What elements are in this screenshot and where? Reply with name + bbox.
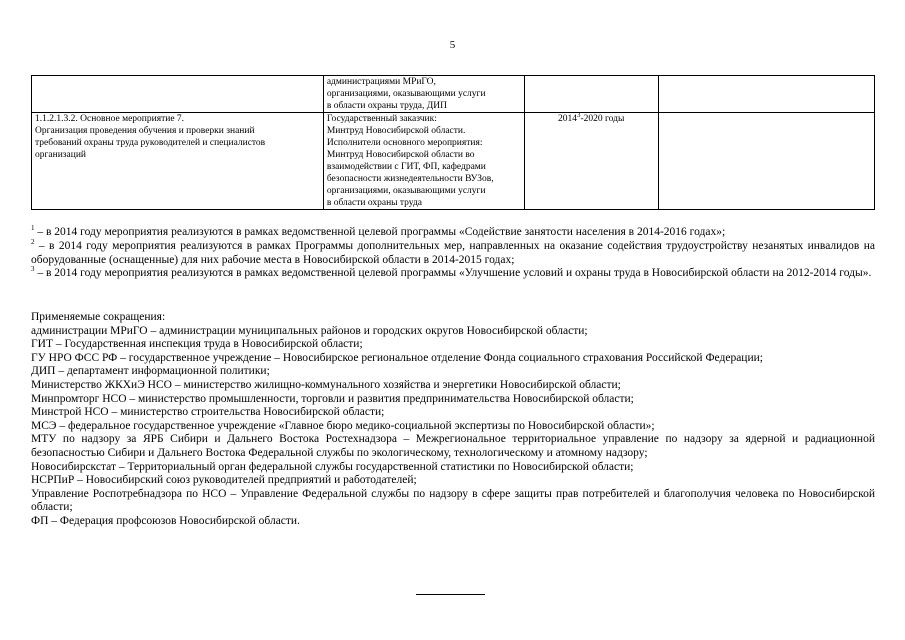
table-cell-period: [524, 76, 658, 113]
table-cell-period: [524, 110, 658, 210]
abbreviation-item: Министерство ЖКХиЭ НСО – министерство жилищно-коммунального хозяйства и энергетики Новосибирской области;: [31, 378, 621, 391]
period-start: 2014: [557, 114, 577, 124]
abbreviation-item: МТУ по надзору за ЯРБ Сибири и Дальнего Востока Ростехнадзора – Межрегиональное территориальное управление по надзору за ядерной и радиационной безопасностью Сибири и Дальнего Востока Федеральной службы по экологическому, технологическому и атомному надзору;: [31, 433, 875, 459]
abbreviation-item: Новосибирскстат – Территориальный орган федеральной службы государственной статистики по Новосибирской области;: [31, 460, 634, 473]
footnote-mark: 3: [31, 265, 35, 274]
period-end: -2020 годы: [580, 114, 625, 124]
abbreviation-item: Минпромторг НСО – министерство промышленности, торговли и развития предпринимательства Новосибирской области;: [31, 392, 634, 405]
abbreviation-item: ГИТ – Государственная инспекция труда в Новосибирской области;: [31, 338, 363, 351]
abbreviations-section: [31, 311, 875, 529]
activities-table: [31, 75, 875, 210]
abbreviation-item: ФП – Федерация профсоюзов Новосибирской области.: [31, 514, 300, 527]
cell-line: в области охраны труда, ДИП: [326, 101, 447, 111]
footnote-text: – в 2014 году мероприятия реализуются в рамках ведомственной целевой программы «Улучшение условий и охраны труда в Новосибирской области на 2012-2014 годы».: [34, 267, 872, 280]
footnote-mark: 1: [31, 224, 35, 233]
abbreviation-item: НСРПиР – Новосибирский союз руководителей предприятий и работодателей;: [31, 474, 417, 487]
table-cell-result: [658, 76, 874, 113]
footnote-mark: 3: [576, 110, 581, 119]
table-cell-executors: [323, 113, 524, 210]
abbreviations-heading: Применяемые сокращения:: [31, 311, 166, 323]
cell-line: Минтруд Новосибирской области во: [326, 150, 475, 160]
table-cell-result: [658, 113, 874, 210]
cell-line: 1.1.2.1.3.2. Основное мероприятие 7.: [35, 114, 185, 124]
table-cell-activity: [32, 76, 324, 113]
cell-line: Государственный заказчик:: [326, 114, 437, 124]
table-cell-activity: [32, 113, 324, 210]
table-row: [32, 113, 875, 210]
footnote-text: – в 2014 году мероприятия реализуются в рамках Программы дополнительных мер, направленных на оказание содействия трудоустройству незанятых инвалидов на оборудованные (оснащенные) для них рабочие места в Новосибирской области в 2014-2015 годах;: [31, 239, 875, 266]
cell-line: Исполнители основного мероприятия:: [326, 138, 483, 148]
cell-line: требований охраны труда руководителей и специалистов: [35, 138, 266, 148]
footnote-mark: 2: [31, 237, 35, 246]
cell-line: Организация проведения обучения и проверки знаний: [35, 126, 255, 136]
cell-line: в области охраны труда: [326, 198, 423, 208]
footnote: [31, 267, 875, 281]
cell-line: Минтруд Новосибирской области.: [326, 126, 466, 136]
footnote: [31, 226, 875, 240]
abbreviation-item: ГУ НРО ФСС РФ – государственное учреждение – Новосибирское региональное отделение Фонда социального страхования Российской Федерации;: [31, 351, 763, 364]
table-row: [32, 76, 875, 113]
abbreviation-item: МСЭ – федеральное государственное учреждение «Главное бюро медико-социальной экспертизы по Новосибирской области»;: [31, 419, 655, 432]
abbreviation-item: администрации МРиГО – администрации муниципальных районов и городских округов Новосибирской области;: [31, 324, 588, 337]
footnote-text: – в 2014 году мероприятия реализуются в рамках ведомственной целевой программы «Содействие занятости населения в 2014-2016 годах»;: [34, 226, 726, 238]
abbreviation-item: ДИП – департамент информационной политики;: [31, 365, 270, 378]
table-cell-executors: [323, 76, 524, 113]
abbreviation-item: Минстрой НСО – министерство строительства Новосибирской области;: [31, 406, 385, 419]
cell-line: взаимодействии с ГИТ, ФП, кафедрами: [326, 162, 486, 172]
abbreviation-item: Управление Роспотребнадзора по НСО – Управление Федеральной службы по надзору в сфере защиты прав потребителей и благополучия человека по Новосибирской области;: [31, 487, 875, 514]
footnote: [31, 237, 875, 268]
cell-line: организаций: [35, 150, 87, 160]
cell-line: организациями, оказывающими услуги: [326, 186, 486, 196]
footer-divider: [416, 594, 485, 595]
footnotes: [31, 226, 875, 281]
cell-line: безопасности жизнедеятельности ВУЗов,: [326, 174, 494, 184]
cell-line: организациями, оказывающими услуги: [326, 89, 486, 99]
page-number: 5: [449, 39, 456, 51]
cell-line: администрациями МРиГО,: [326, 77, 436, 87]
